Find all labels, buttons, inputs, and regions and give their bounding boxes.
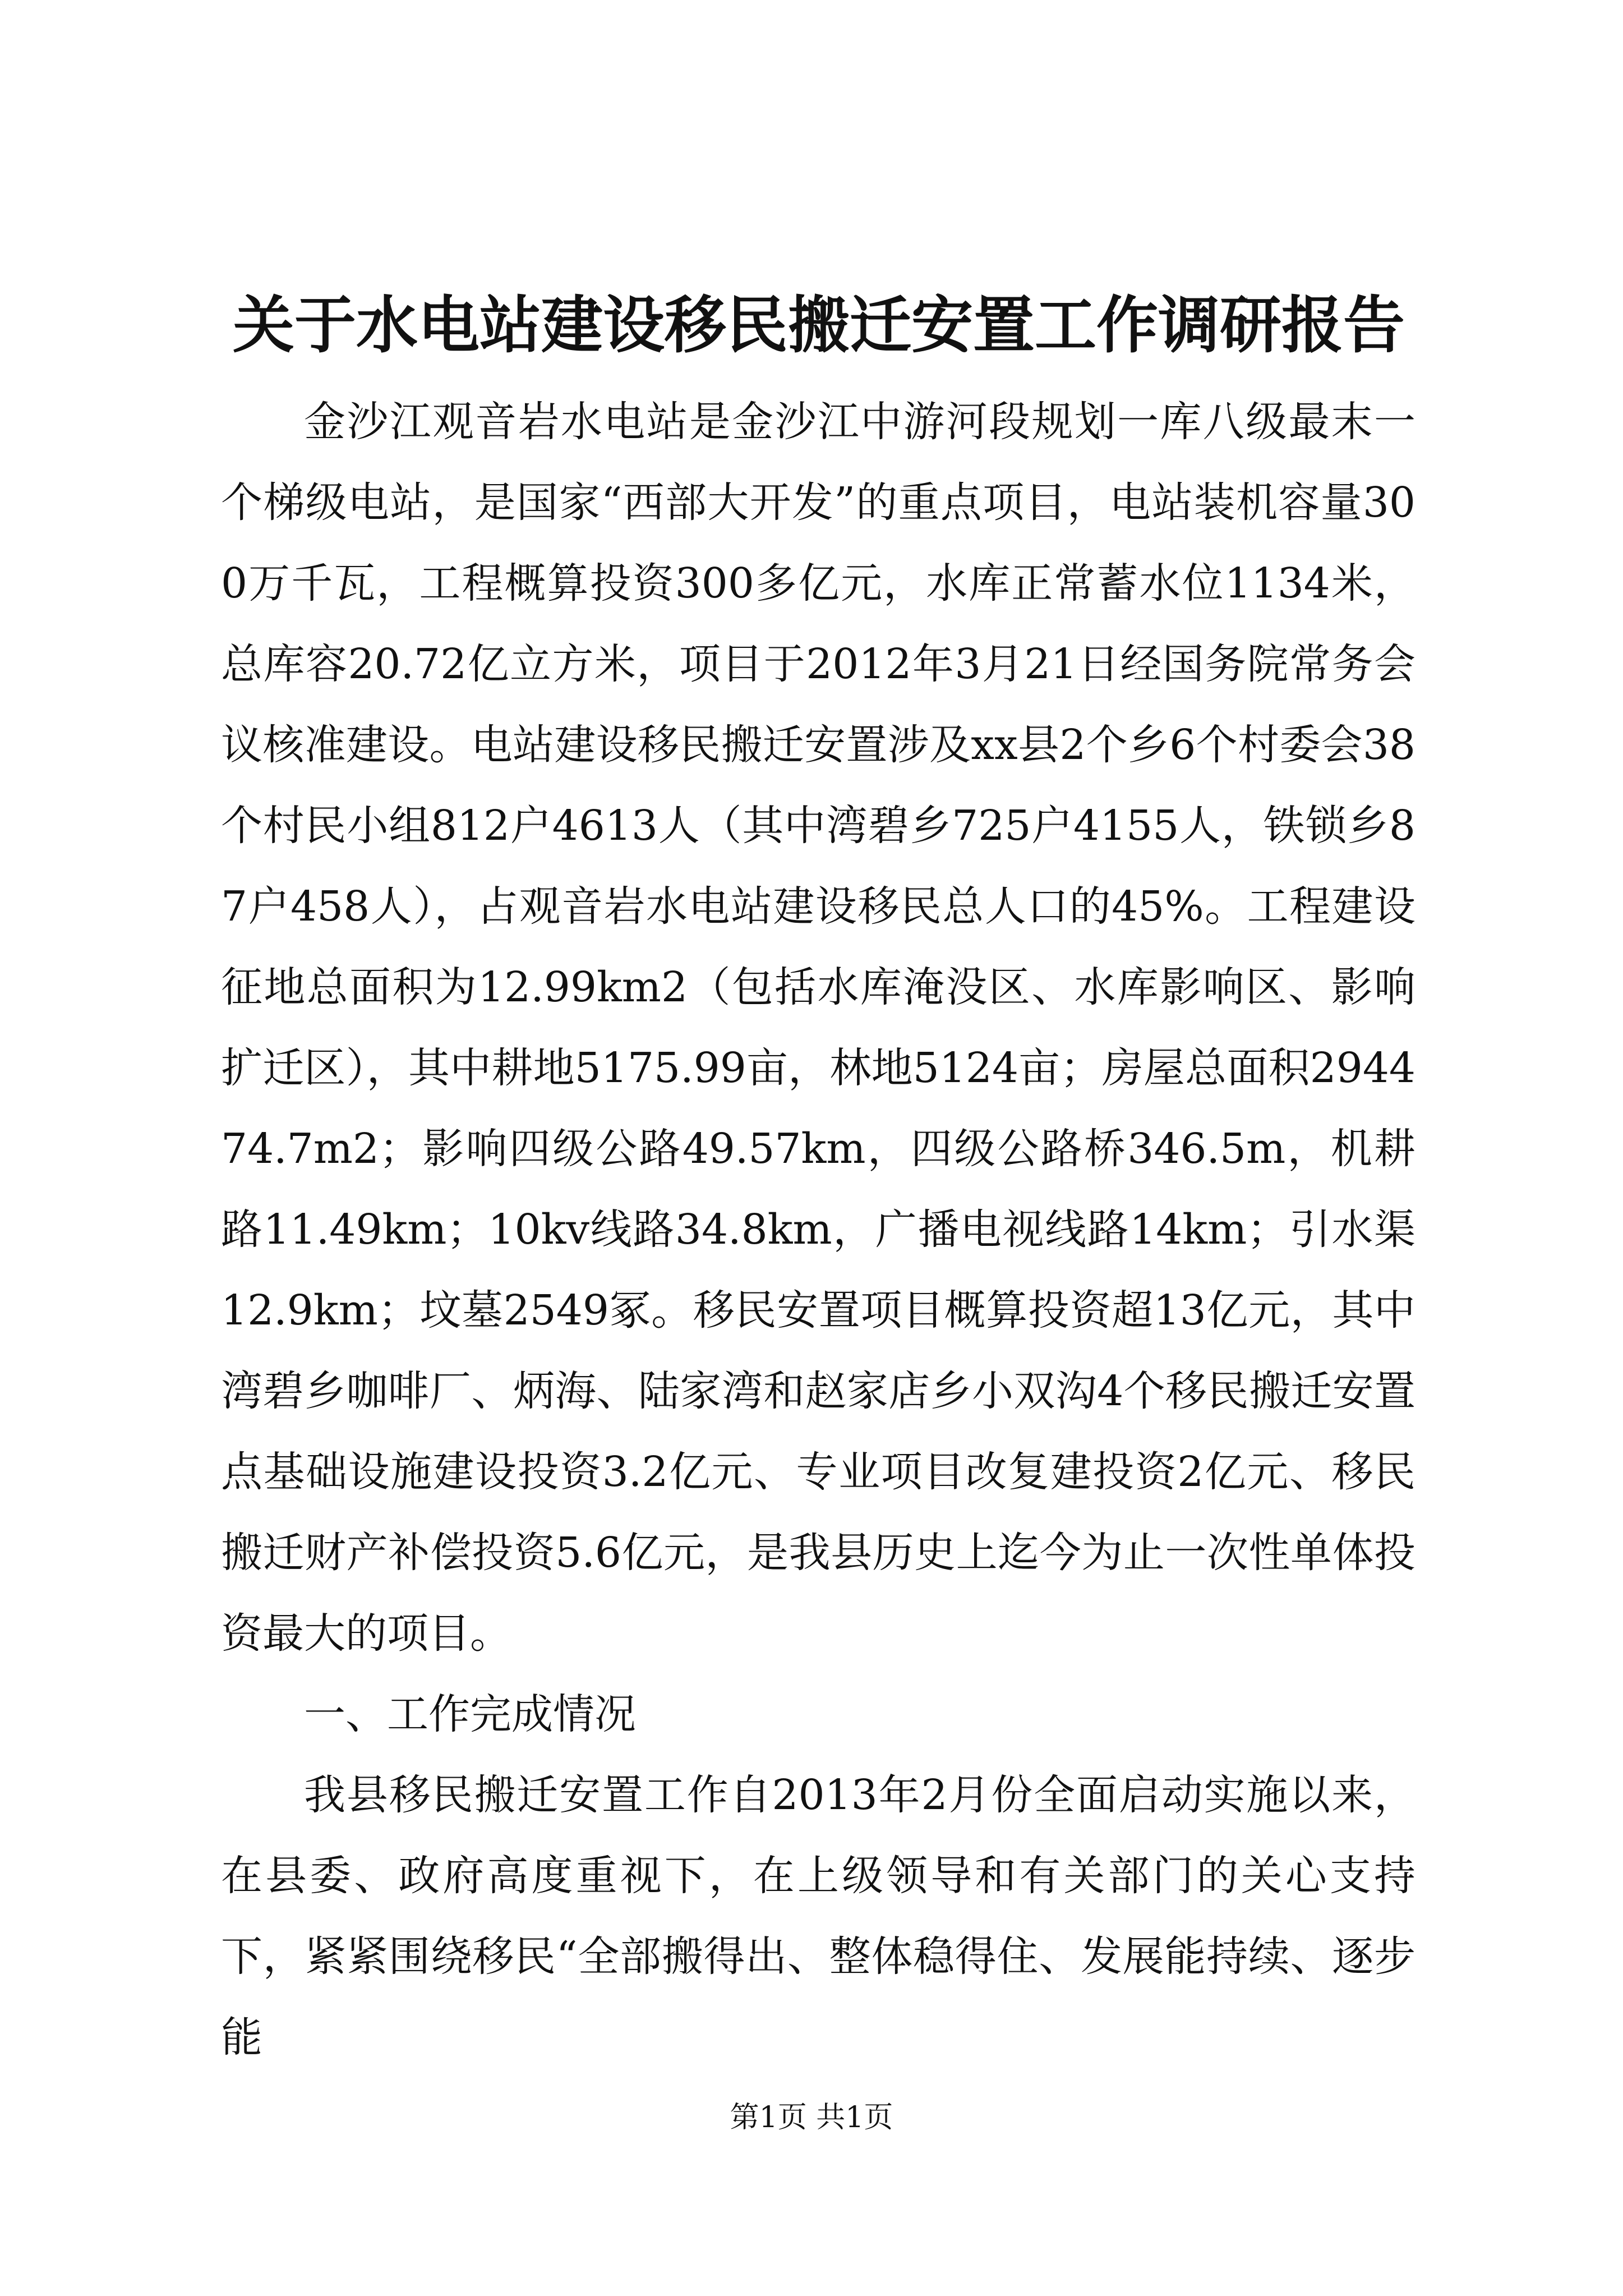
page-footer: 第1页 共1页 — [730, 2101, 893, 2134]
section-heading: 一、工作完成情况 — [304, 1690, 636, 1738]
document-body — [221, 381, 1415, 2078]
document-title: 关于水电站建设移民搬迁安置工作调研报告 — [233, 289, 1405, 361]
body-paragraph-1: 金沙江观音岩水电站是金沙江中游河段规划一库八级最末一个梯级电站，是国家“西部大开发”的重点项目，电站装机容量300万千瓦，工程概算投资300多亿元，水库正常蓄水位1134米，总库容20.72亿立方米，项目于2012年3月21日经国务院常务会议核准建设。电站建设移民搬迁安置涉及xx县2个乡6个村委会38个村民小组812户4613人（其中湾碧乡725户4155人，铁锁乡87户458人），占观音岩水电站建设移民总人口的45%。工程建设征地总面积为12.99km2（包括水库淹没区、水库影响区、影响扩迁区），其中耕地5175.99亩，林地5124亩；房屋总面积294474.7m2；影响四级公路49.57km，四级公路桥346.5m，机耕路11.49km；10kv线路34.8km，广播电视线路14km；引水渠12.9km；坟墓2549冢。移民安置项目概算投资超13亿元，其中湾碧乡咖啡厂、炳海、陆家湾和赵家店乡小双沟4个移民搬迁安置点基础设施建设投资3.2亿元、专业项目改复建投资2亿元、移民搬迁财产补偿投资5.6亿元，是我县历史上迄今为止一次性单体投资最大的项目。 — [221, 398, 1415, 1658]
body-paragraph-2: 我县移民搬迁安置工作自2013年2月份全面启动实施以来，在县委、政府高度重视下，在上级领导和有关部门的关心支持下，紧紧围绕移民“全部搬得出、整体稳得住、发展能持续、逐步能 — [221, 1771, 1415, 2062]
